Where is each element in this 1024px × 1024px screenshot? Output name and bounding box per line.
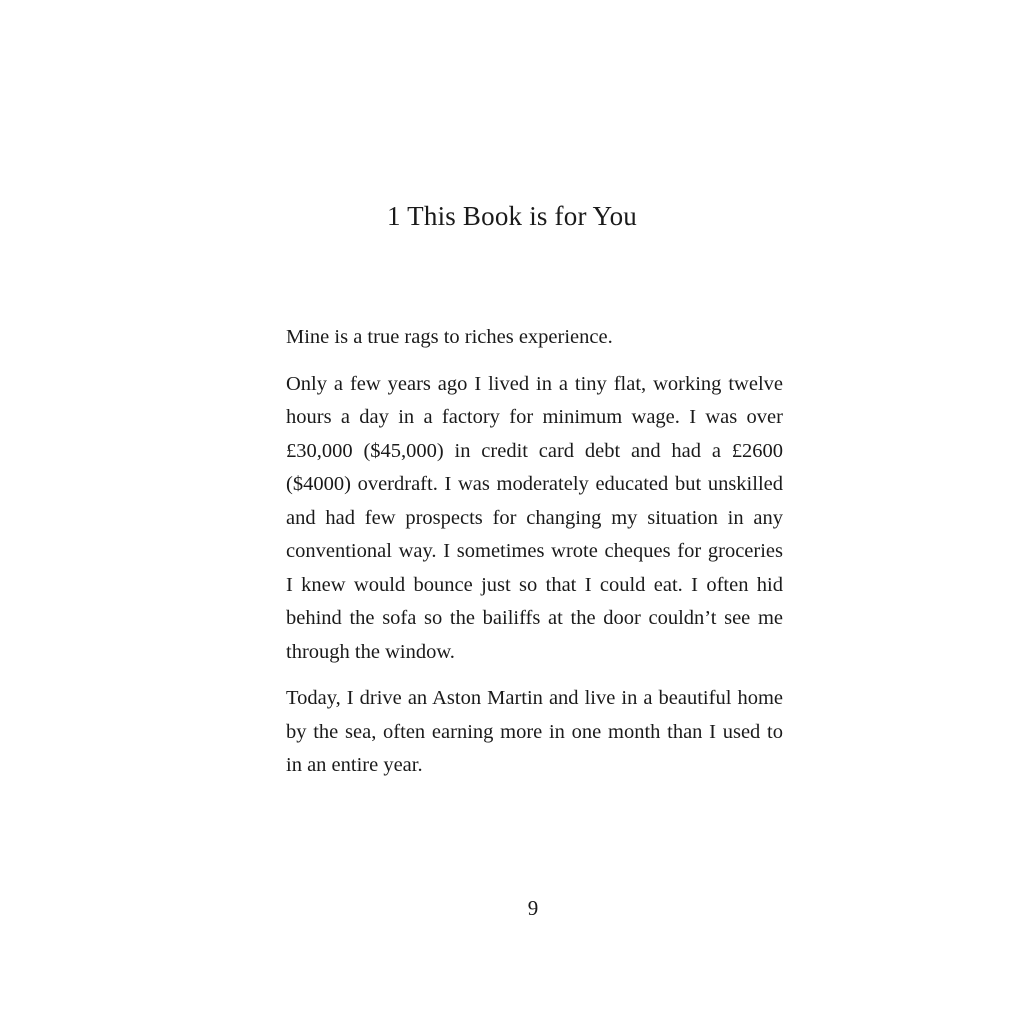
- paragraph-2: Only a few years ago I lived in a tiny flat, working twelve hours a day in a factory for minimum wage. I was over £30,000 ($45,000) in credit card debt and had a £2600 ($4000) overdraft. I was moderately educated but unskilled and had few prospects for changing my situation in any conventional way. I sometimes wrote cheques for groceries I knew would bounce just so that I could eat. I often hid behind the sofa so the bailiffs at the door couldn’t see me through the window.: [286, 372, 783, 663]
- paragraph-1: Mine is a true rags to riches experience.: [286, 326, 613, 348]
- page-number: 9: [527, 896, 539, 920]
- chapter-title: 1 This Book is for You: [387, 201, 637, 231]
- paragraph-3: Today, I drive an Aston Martin and live in a beautiful home by the sea, often earning more in one month than I used to in an entire year.: [286, 687, 783, 776]
- chapter-body: [286, 321, 783, 796]
